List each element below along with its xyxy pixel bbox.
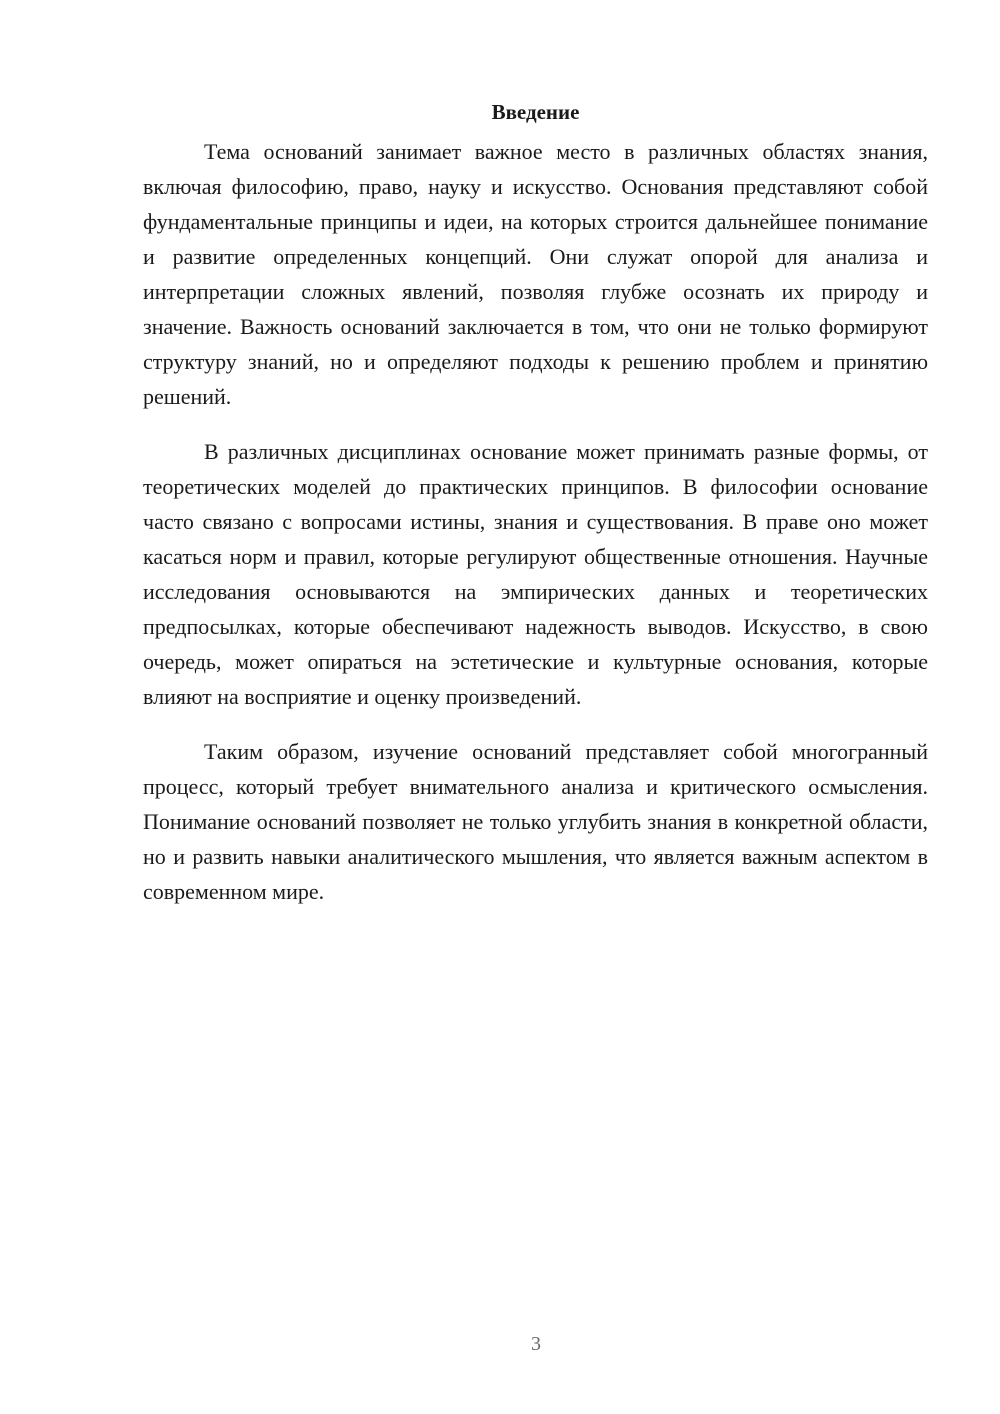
paragraph-1: Тема оснований занимает важное место в различных областях знания, включая философию, право, науку и искусство. Основания представляют собой фундаментальные принципы и идеи, на которых строится дальнейшее понимание и развитие определенных концепций. Они служат опорой для анализа и интерпретации сложных явлений, позволяя глубже осознать их природу и значение. Важность оснований заключается в том, что они не только формируют структуру знаний, но и определяют подходы к решению проблем и принятию решений. xyxy=(143,139,928,409)
page-content xyxy=(143,96,928,929)
paragraph-2: В различных дисциплинах основание может принимать разные формы, от теоретических моделей до практических принципов. В философии основание часто связано с вопросами истины, знания и существования. В праве оно может касаться норм и правил, которые регулируют общественные отношения. Научные исследования основываются на эмпирических данных и теоретических предпосылках, которые обеспечивают надежность выводов. Искусство, в свою очередь, может опираться на эстетические и культурные основания, которые влияют на восприятие и оценку произведений. xyxy=(143,439,928,709)
paragraph-3: Таким образом, изучение оснований представляет собой многогранный процесс, который требует внимательного анализа и критического осмысления. Понимание оснований позволяет не только углубить знания в конкретной области, но и развить навыки аналитического мышления, что является важным аспектом в современном мире. xyxy=(143,739,928,904)
page-number: 3 xyxy=(531,1333,541,1355)
section-heading: Введение xyxy=(491,100,580,124)
